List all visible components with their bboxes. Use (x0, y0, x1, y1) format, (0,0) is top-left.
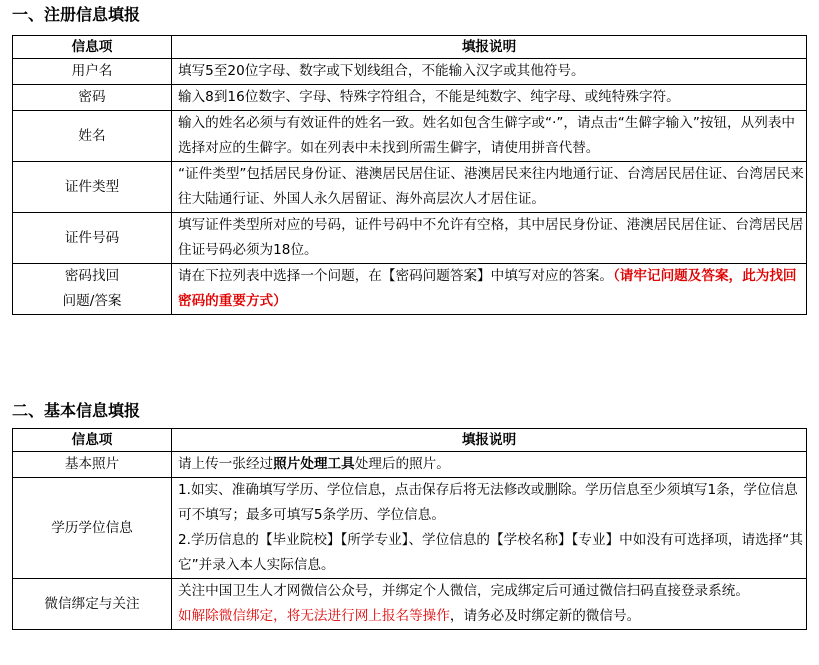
table-row-id-number (13, 213, 807, 264)
wechat-para-2-post: ，请务必及时绑定新的微信号。 (449, 608, 641, 624)
table-row-education (13, 478, 807, 579)
row-label-id-type: 证件类型 (13, 162, 172, 213)
photo-desc-pre: 请上传一张经过 (178, 456, 274, 472)
table-header-row (13, 36, 807, 59)
row-label-password: 密码 (13, 85, 172, 111)
table-row-password-recovery (13, 264, 807, 315)
row-label-password-recovery (13, 264, 172, 315)
row-label-education: 学历学位信息 (13, 478, 172, 579)
header-desc: 填报说明 (172, 429, 807, 452)
header-item: 信息项 (13, 36, 172, 59)
row-label-photo: 基本照片 (13, 452, 172, 478)
row-desc-password-recovery (172, 264, 807, 315)
row-label-line2: 问题/答案 (62, 293, 122, 309)
section-title-registration: 一、注册信息填报 (12, 5, 141, 24)
registration-info-table (12, 35, 807, 315)
row-desc-username: 填写5至20位字母、数字或下划线组合，不能输入汉字或其他符号。 (172, 59, 807, 85)
wechat-para-2 (178, 604, 804, 629)
row-desc-id-type: “证件类型”包括居民身份证、港澳居民居住证、港澳居民来往内地通行证、台湾居民居住证、台湾居民来往大陆通行证、外国人永久居留证、海外高层次人才居住证。 (172, 162, 807, 213)
row-desc-photo (172, 452, 807, 478)
education-para-2: 2.学历信息的【毕业院校】【所学专业】、学位信息的【学校名称】【专业】中如没有可选择项，请选择“其它”并录入本人实际信息。 (178, 532, 803, 573)
row-label-id-number: 证件号码 (13, 213, 172, 264)
photo-desc-post: 处理后的照片。 (354, 456, 450, 472)
table-row-username (13, 59, 807, 85)
table-row-id-type (13, 162, 807, 213)
row-label-name: 姓名 (13, 111, 172, 162)
row-desc-name: 输入的姓名必须与有效证件的姓名一致。姓名如包含生僻字或“·”，请点击“生僻字输入”按钮，从列表中选择对应的生僻字。如在列表中未找到所需生僻字，请使用拼音代替。 (172, 111, 807, 162)
table-row-name (13, 111, 807, 162)
table-row-photo (13, 452, 807, 478)
row-desc-password: 输入8到16位数字、字母、特殊字符组合，不能是纯数字、纯字母、或纯特殊字符。 (172, 85, 807, 111)
row-label-username: 用户名 (13, 59, 172, 85)
header-item: 信息项 (13, 429, 172, 452)
wechat-para-1: 关注中国卫生人才网微信公众号，并绑定个人微信，完成绑定后可通过微信扫码直接登录系统。 (178, 583, 749, 599)
row-desc-wechat (172, 579, 807, 630)
header-desc: 填报说明 (172, 36, 807, 59)
section-title-basic-info: 二、基本信息填报 (12, 401, 141, 420)
table-row-password (13, 85, 807, 111)
wechat-unbind-warning: 如解除微信绑定，将无法进行网上报名等操作 (178, 608, 450, 624)
education-para-1: 1.如实、准确填写学历、学位信息，点击保存后将无法修改或删除。学历信息至少须填写1条，学位信息可不填写；最多可填写5条学历、学位信息。 (178, 482, 798, 523)
table-row-wechat (13, 579, 807, 630)
photo-tool-name: 照片处理工具 (273, 456, 355, 472)
recovery-warning-note: （请牢记问题及答案，此为找回密码的重要方式） (178, 268, 797, 309)
row-label-wechat: 微信绑定与关注 (13, 579, 172, 630)
table-header-row (13, 429, 807, 452)
row-label-line1: 密码找回 (64, 268, 120, 284)
row-desc-education (172, 478, 807, 579)
basic-info-table (12, 428, 807, 630)
row-desc-id-number: 填写证件类型所对应的号码，证件号码中不允许有空格，其中居民身份证、港澳居民居住证、台湾居民居住证号码必须为18位。 (172, 213, 807, 264)
recovery-desc-text: 请在下拉列表中选择一个问题，在【密码问题答案】中填写对应的答案。 (178, 268, 613, 284)
